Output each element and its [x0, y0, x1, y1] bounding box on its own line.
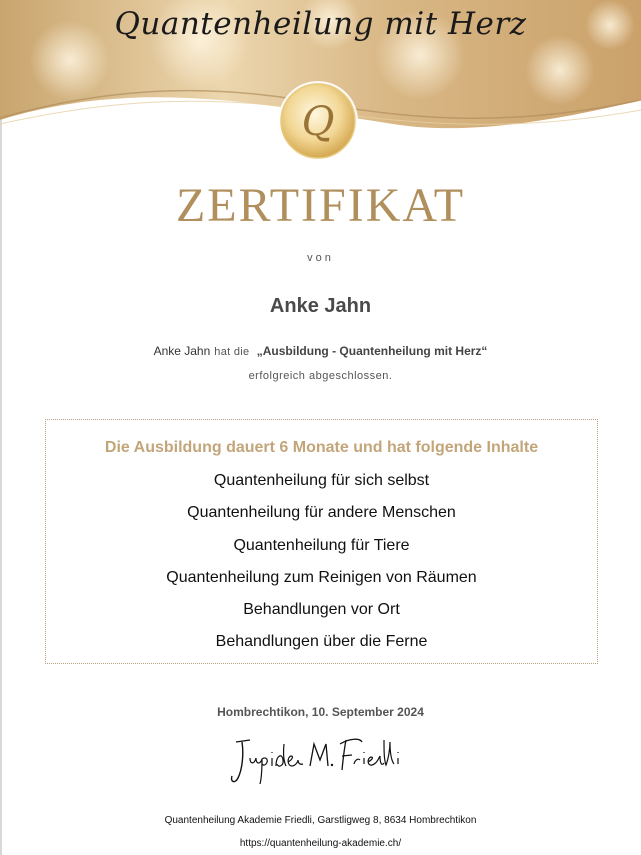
course-name: „Ausbildung - Quantenheilung mit Herz“	[256, 344, 488, 358]
contents-heading: Die Ausbildung dauert 6 Monate und hat folgende Inhalte	[104, 439, 539, 456]
contents-box	[45, 419, 598, 664]
certificate-title: ZERTIFIKAT	[175, 179, 466, 232]
place-date: Hombrechtikon, 10. September 2024	[217, 705, 424, 719]
statement-line	[0, 344, 641, 358]
footer-url[interactable]: https://quantenheilung-akademie.ch/	[239, 838, 402, 849]
recipient-name: Anke Jahn	[269, 295, 372, 317]
list-item: Behandlungen über die Ferne	[215, 633, 428, 651]
statement-end: erfolgreich abgeschlossen.	[248, 370, 393, 382]
q-medal-logo	[277, 80, 359, 162]
contents-list	[46, 470, 597, 664]
medal-letter: Q	[301, 99, 335, 145]
list-item: Quantenheilung für Tiere	[233, 536, 410, 554]
list-item: Quantenheilung für andere Menschen	[187, 504, 456, 522]
list-item: Behandlungen vor Ort	[243, 601, 400, 619]
statement-name: Anke Jahn	[153, 344, 211, 358]
statement-mid: hat die	[214, 346, 250, 358]
signature-image	[228, 730, 408, 790]
list-item: Quantenheilung zum Reinigen von Räumen	[166, 568, 477, 586]
von-label: von	[307, 252, 334, 264]
list-item: Quantenheilung für sich selbst	[213, 472, 430, 489]
footer-address: Quantenheilung Akademie Friedli, Garstligweg 8, 8634 Hombrechtikon	[164, 815, 477, 826]
brand-title: Quantenheilung mit Herz	[114, 6, 527, 42]
